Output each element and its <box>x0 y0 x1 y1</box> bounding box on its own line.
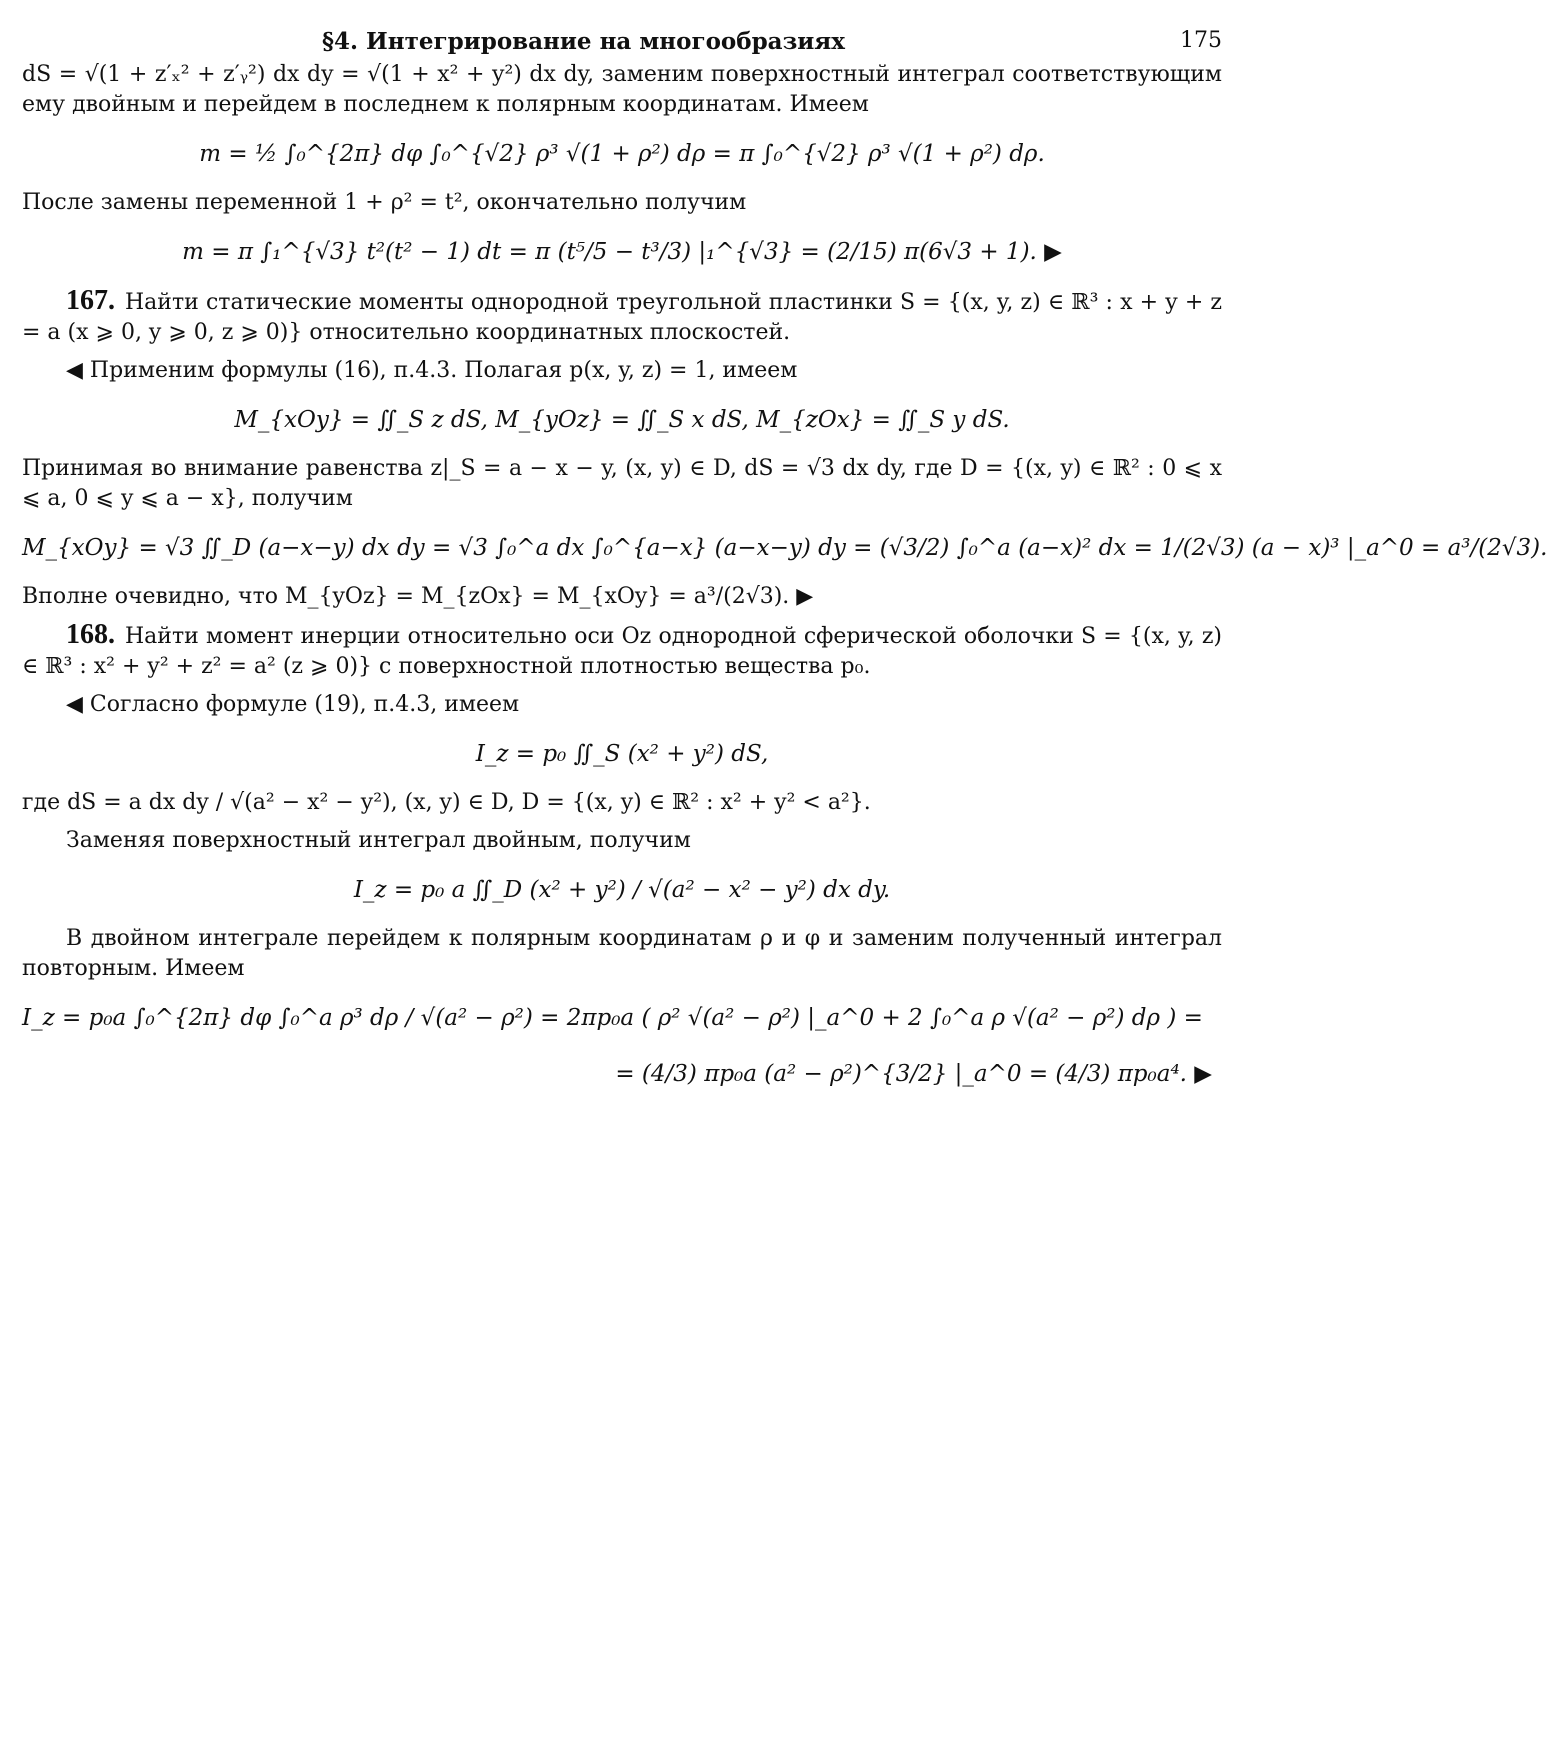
equation: m = π ∫₁^{√3} t²(t² − 1) dt = π (t⁵/5 − t³/3) |₁^{√3} = (2/15) π(6√3 + 1). ▶ <box>182 239 1062 265</box>
equation: m = ½ ∫₀^{2π} dφ ∫₀^{√2} ρ³ √(1 + ρ²) dρ = π ∫₀^{√2} ρ³ √(1 + ρ²) dρ. <box>199 141 1045 167</box>
problem-168 <box>22 620 1222 682</box>
paragraph: Вполне очевидно, что M_{yOz} = M_{zOx} = M_{xOy} = a³/(2√3). ▶ <box>22 584 814 609</box>
problem-number: 168. <box>66 619 115 650</box>
paragraph: Заменяя поверхностный интеграл двойным, получим <box>66 828 691 853</box>
equation: = (4/3) πp₀a (a² − ρ²)^{3/2} |_a^0 = (4/3) πp₀a⁴. ▶ <box>615 1061 1212 1087</box>
running-header <box>22 14 1222 55</box>
paragraph: После замены переменной 1 + ρ² = t², окончательно получим <box>22 190 747 215</box>
paragraph: Принимая во внимание равенства z|_S = a − x − y, (x, y) ∈ D, dS = √3 dx dy, где D = {(x, y) ∈ ℝ² : 0 ⩽ x ⩽ a, 0 ⩽ y ⩽ a − x}, получим <box>22 456 1222 511</box>
book-page <box>22 14 1547 1108</box>
paragraph: где dS = a dx dy / √(a² − x² − y²), (x, y) ∈ D, D = {(x, y) ∈ ℝ² : x² + y² < a²}. <box>22 790 871 815</box>
equation: I_z = p₀ a ∬_D (x² + y²) / √(a² − x² − y²) dx dy. <box>353 877 891 903</box>
solution-start: ◀ Применим формулы (16), п.4.3. Полагая p(x, y, z) = 1, имеем <box>66 358 798 383</box>
section-title: §4. Интегрирование на многообразиях <box>322 28 846 55</box>
equation: I_z = p₀a ∫₀^{2π} dφ ∫₀^a ρ³ dρ / √(a² − ρ²) = 2πp₀a ( ρ² √(a² − ρ²) |_a^0 + 2 ∫₀^a ρ √(a² − ρ²) dρ ) = <box>22 1005 1203 1031</box>
page-number: 175 <box>1180 28 1222 53</box>
solution-start: ◀ Согласно формуле (19), п.4.3, имеем <box>66 692 520 717</box>
problem-statement: Найти момент инерции относительно оси Oz однородной сферической оболочки S = {(x, y, z) ∈ ℝ³ : x² + y² + z² = a² (z ⩾ 0)} с поверхностной плотностью вещества p₀. <box>22 624 1222 679</box>
paragraph: В двойном интеграле перейдем к полярным координатам ρ и φ и заменим полученный интеграл повторным. Имеем <box>22 926 1222 981</box>
equation: M_{xOy} = ∬_S z dS, M_{yOz} = ∬_S x dS, M_{zOx} = ∬_S y dS. <box>234 407 1010 433</box>
paragraph: dS = √(1 + z′ₓ² + z′ᵧ²) dx dy = √(1 + x² + y²) dx dy, заменим поверхностный интеграл соответствующим ему двойным и перейдем в последнем к полярным координатам. Имеем <box>22 62 1222 117</box>
problem-number: 167. <box>66 285 115 316</box>
equation: I_z = p₀ ∬_S (x² + y²) dS, <box>475 741 769 767</box>
problem-167 <box>22 286 1222 348</box>
problem-statement: Найти статические моменты однородной треугольной пластинки S = {(x, y, z) ∈ ℝ³ : x + y + z = a (x ⩾ 0, y ⩾ 0, z ⩾ 0)} относительно координатных плоскостей. <box>22 290 1222 345</box>
equation: M_{xOy} = √3 ∬_D (a−x−y) dx dy = √3 ∫₀^a dx ∫₀^{a−x} (a−x−y) dy = (√3/2) ∫₀^a (a−x)² dx = 1/(2√3) (a − x)³ |_a^0 = a³/(2√3). <box>22 535 1547 561</box>
